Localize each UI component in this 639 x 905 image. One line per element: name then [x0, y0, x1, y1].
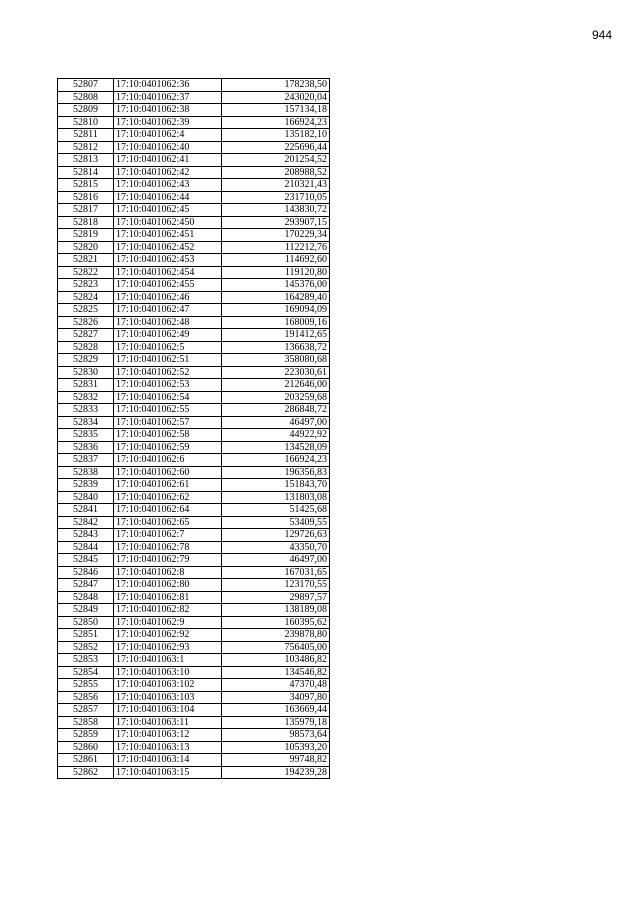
table-row	[58, 591, 330, 604]
value-cell: 135182,10	[222, 129, 330, 142]
row-number-cell: 52857	[58, 704, 114, 717]
cadastral-number-cell: 17:10:0401062:451	[114, 229, 222, 242]
table-row	[58, 279, 330, 292]
cadastral-number-cell: 17:10:0401062:93	[114, 641, 222, 654]
value-cell: 136638,72	[222, 341, 330, 354]
value-cell: 163669,44	[222, 704, 330, 717]
cadastral-number-cell: 17:10:0401062:49	[114, 329, 222, 342]
value-cell: 119120,80	[222, 266, 330, 279]
cadastral-number-cell: 17:10:0401062:64	[114, 504, 222, 517]
table-row	[58, 479, 330, 492]
row-number-cell: 52831	[58, 379, 114, 392]
row-number-cell: 52833	[58, 404, 114, 417]
row-number-cell: 52832	[58, 391, 114, 404]
table-row	[58, 79, 330, 92]
table-row	[58, 466, 330, 479]
cadastral-number-cell: 17:10:0401063:13	[114, 741, 222, 754]
cadastral-number-cell: 17:10:0401063:12	[114, 729, 222, 742]
row-number-cell: 52834	[58, 416, 114, 429]
table-row	[58, 154, 330, 167]
row-number-cell: 52848	[58, 591, 114, 604]
table-row	[58, 204, 330, 217]
value-cell: 196356,83	[222, 466, 330, 479]
row-number-cell: 52858	[58, 716, 114, 729]
cadastral-number-cell: 17:10:0401062:45	[114, 204, 222, 217]
value-cell: 143830,72	[222, 204, 330, 217]
row-number-cell: 52859	[58, 729, 114, 742]
table-row	[58, 441, 330, 454]
table-body	[58, 79, 330, 779]
table-row	[58, 391, 330, 404]
table-row	[58, 554, 330, 567]
value-cell: 135979,18	[222, 716, 330, 729]
value-cell: 47370,48	[222, 679, 330, 692]
row-number-cell: 52838	[58, 466, 114, 479]
row-number-cell: 52827	[58, 329, 114, 342]
table-row	[58, 491, 330, 504]
cadastral-number-cell: 17:10:0401062:51	[114, 354, 222, 367]
cadastral-number-cell: 17:10:0401063:14	[114, 754, 222, 767]
cadastral-number-cell: 17:10:0401062:454	[114, 266, 222, 279]
row-number-cell: 52818	[58, 216, 114, 229]
row-number-cell: 52861	[58, 754, 114, 767]
cadastral-number-cell: 17:10:0401062:39	[114, 116, 222, 129]
value-cell: 167031,65	[222, 566, 330, 579]
value-cell: 134528,09	[222, 441, 330, 454]
cadastral-number-cell: 17:10:0401062:43	[114, 179, 222, 192]
table-row	[58, 504, 330, 517]
value-cell: 44922,92	[222, 429, 330, 442]
table-row	[58, 266, 330, 279]
cadastral-number-cell: 17:10:0401062:61	[114, 479, 222, 492]
value-cell: 194239,28	[222, 766, 330, 779]
row-number-cell: 52852	[58, 641, 114, 654]
table-row	[58, 104, 330, 117]
value-cell: 231710,05	[222, 191, 330, 204]
table-row	[58, 316, 330, 329]
table-row	[58, 141, 330, 154]
cadastral-number-cell: 17:10:0401062:80	[114, 579, 222, 592]
cadastral-number-cell: 17:10:0401062:81	[114, 591, 222, 604]
row-number-cell: 52817	[58, 204, 114, 217]
value-cell: 169094,09	[222, 304, 330, 317]
row-number-cell: 52840	[58, 491, 114, 504]
row-number-cell: 52841	[58, 504, 114, 517]
row-number-cell: 52821	[58, 254, 114, 267]
cadastral-number-cell: 17:10:0401062:6	[114, 454, 222, 467]
table-row	[58, 291, 330, 304]
value-cell: 138189,08	[222, 604, 330, 617]
value-cell: 34097,80	[222, 691, 330, 704]
row-number-cell: 52820	[58, 241, 114, 254]
table-row	[58, 691, 330, 704]
table-row	[58, 541, 330, 554]
table-row	[58, 754, 330, 767]
row-number-cell: 52813	[58, 154, 114, 167]
row-number-cell: 52824	[58, 291, 114, 304]
row-number-cell: 52853	[58, 654, 114, 667]
cadastral-number-cell: 17:10:0401063:11	[114, 716, 222, 729]
cadastral-number-cell: 17:10:0401062:9	[114, 616, 222, 629]
value-cell: 29897,57	[222, 591, 330, 604]
table-row	[58, 741, 330, 754]
table-row	[58, 666, 330, 679]
table-row	[58, 529, 330, 542]
table-row	[58, 341, 330, 354]
row-number-cell: 52835	[58, 429, 114, 442]
table-row	[58, 166, 330, 179]
table-row	[58, 229, 330, 242]
value-cell: 114692,60	[222, 254, 330, 267]
value-cell: 201254,52	[222, 154, 330, 167]
value-cell: 166924,23	[222, 116, 330, 129]
row-number-cell: 52847	[58, 579, 114, 592]
value-cell: 123170,55	[222, 579, 330, 592]
table-row	[58, 116, 330, 129]
row-number-cell: 52811	[58, 129, 114, 142]
cadastral-number-cell: 17:10:0401062:36	[114, 79, 222, 92]
value-cell: 46497,00	[222, 554, 330, 567]
row-number-cell: 52822	[58, 266, 114, 279]
cadastral-number-cell: 17:10:0401062:38	[114, 104, 222, 117]
cadastral-number-cell: 17:10:0401062:60	[114, 466, 222, 479]
table-row	[58, 454, 330, 467]
value-cell: 358080,68	[222, 354, 330, 367]
value-cell: 178238,50	[222, 79, 330, 92]
cadastral-number-cell: 17:10:0401062:65	[114, 516, 222, 529]
cadastral-number-cell: 17:10:0401062:53	[114, 379, 222, 392]
table-row	[58, 91, 330, 104]
value-cell: 168009,16	[222, 316, 330, 329]
row-number-cell: 52846	[58, 566, 114, 579]
cadastral-number-cell: 17:10:0401062:40	[114, 141, 222, 154]
cadastral-number-cell: 17:10:0401062:52	[114, 366, 222, 379]
row-number-cell: 52807	[58, 79, 114, 92]
value-cell: 157134,18	[222, 104, 330, 117]
table-row	[58, 379, 330, 392]
cadastral-number-cell: 17:10:0401062:58	[114, 429, 222, 442]
row-number-cell: 52837	[58, 454, 114, 467]
value-cell: 210321,43	[222, 179, 330, 192]
table-row	[58, 191, 330, 204]
value-cell: 293907,15	[222, 216, 330, 229]
value-cell: 160395,62	[222, 616, 330, 629]
cadastral-number-cell: 17:10:0401062:455	[114, 279, 222, 292]
table-row	[58, 604, 330, 617]
cadastral-number-cell: 17:10:0401062:47	[114, 304, 222, 317]
value-cell: 243020,04	[222, 91, 330, 104]
value-cell: 208988,52	[222, 166, 330, 179]
cadastral-number-cell: 17:10:0401062:79	[114, 554, 222, 567]
cadastral-number-cell: 17:10:0401063:15	[114, 766, 222, 779]
cadastral-number-cell: 17:10:0401062:48	[114, 316, 222, 329]
cadastral-number-cell: 17:10:0401063:104	[114, 704, 222, 717]
cadastral-value-table	[57, 78, 330, 779]
table-row	[58, 366, 330, 379]
value-cell: 134546,82	[222, 666, 330, 679]
row-number-cell: 52862	[58, 766, 114, 779]
cadastral-number-cell: 17:10:0401062:78	[114, 541, 222, 554]
cadastral-number-cell: 17:10:0401062:42	[114, 166, 222, 179]
row-number-cell: 52851	[58, 629, 114, 642]
value-cell: 53409,55	[222, 516, 330, 529]
row-number-cell: 52842	[58, 516, 114, 529]
cadastral-number-cell: 17:10:0401062:7	[114, 529, 222, 542]
cadastral-number-cell: 17:10:0401062:450	[114, 216, 222, 229]
value-cell: 98573,64	[222, 729, 330, 742]
value-cell: 43350,70	[222, 541, 330, 554]
table-row	[58, 716, 330, 729]
table-row	[58, 704, 330, 717]
value-cell: 286848,72	[222, 404, 330, 417]
cadastral-number-cell: 17:10:0401062:37	[114, 91, 222, 104]
value-cell: 46497,00	[222, 416, 330, 429]
value-cell: 99748,82	[222, 754, 330, 767]
row-number-cell: 52809	[58, 104, 114, 117]
table-row	[58, 729, 330, 742]
cadastral-number-cell: 17:10:0401062:54	[114, 391, 222, 404]
cadastral-number-cell: 17:10:0401062:59	[114, 441, 222, 454]
table-row	[58, 629, 330, 642]
row-number-cell: 52850	[58, 616, 114, 629]
row-number-cell: 52808	[58, 91, 114, 104]
cadastral-number-cell: 17:10:0401063:1	[114, 654, 222, 667]
row-number-cell: 52825	[58, 304, 114, 317]
table-row	[58, 766, 330, 779]
value-cell: 212646,00	[222, 379, 330, 392]
cadastral-number-cell: 17:10:0401062:4	[114, 129, 222, 142]
row-number-cell: 52814	[58, 166, 114, 179]
table-row	[58, 616, 330, 629]
value-cell: 223030,61	[222, 366, 330, 379]
table-row	[58, 216, 330, 229]
value-cell: 225696,44	[222, 141, 330, 154]
table-row	[58, 129, 330, 142]
row-number-cell: 52826	[58, 316, 114, 329]
cadastral-number-cell: 17:10:0401062:46	[114, 291, 222, 304]
table-row	[58, 329, 330, 342]
row-number-cell: 52815	[58, 179, 114, 192]
table-row	[58, 354, 330, 367]
cadastral-number-cell: 17:10:0401063:103	[114, 691, 222, 704]
table-row	[58, 304, 330, 317]
row-number-cell: 52836	[58, 441, 114, 454]
table-row	[58, 516, 330, 529]
table-row	[58, 579, 330, 592]
table-row	[58, 641, 330, 654]
cadastral-number-cell: 17:10:0401062:452	[114, 241, 222, 254]
row-number-cell: 52816	[58, 191, 114, 204]
value-cell: 756405,00	[222, 641, 330, 654]
value-cell: 129726,63	[222, 529, 330, 542]
cadastral-number-cell: 17:10:0401062:57	[114, 416, 222, 429]
cadastral-number-cell: 17:10:0401062:8	[114, 566, 222, 579]
value-cell: 105393,20	[222, 741, 330, 754]
table-row	[58, 416, 330, 429]
cadastral-number-cell: 17:10:0401062:92	[114, 629, 222, 642]
value-cell: 151843,70	[222, 479, 330, 492]
value-cell: 239878,80	[222, 629, 330, 642]
table-row	[58, 679, 330, 692]
row-number-cell: 52839	[58, 479, 114, 492]
value-cell: 145376,00	[222, 279, 330, 292]
row-number-cell: 52843	[58, 529, 114, 542]
table-row	[58, 654, 330, 667]
row-number-cell: 52828	[58, 341, 114, 354]
cadastral-number-cell: 17:10:0401062:82	[114, 604, 222, 617]
row-number-cell: 52855	[58, 679, 114, 692]
cadastral-number-cell: 17:10:0401062:41	[114, 154, 222, 167]
row-number-cell: 52819	[58, 229, 114, 242]
row-number-cell: 52823	[58, 279, 114, 292]
value-cell: 166924,23	[222, 454, 330, 467]
value-cell: 170229,34	[222, 229, 330, 242]
cadastral-number-cell: 17:10:0401062:44	[114, 191, 222, 204]
row-number-cell: 52829	[58, 354, 114, 367]
cadastral-number-cell: 17:10:0401062:5	[114, 341, 222, 354]
cadastral-number-cell: 17:10:0401062:453	[114, 254, 222, 267]
row-number-cell: 52830	[58, 366, 114, 379]
row-number-cell: 52812	[58, 141, 114, 154]
value-cell: 164289,40	[222, 291, 330, 304]
cadastral-number-cell: 17:10:0401063:102	[114, 679, 222, 692]
row-number-cell: 52845	[58, 554, 114, 567]
row-number-cell: 52849	[58, 604, 114, 617]
value-cell: 131803,08	[222, 491, 330, 504]
row-number-cell: 52856	[58, 691, 114, 704]
value-cell: 51425,68	[222, 504, 330, 517]
table-row	[58, 241, 330, 254]
row-number-cell: 52810	[58, 116, 114, 129]
row-number-cell: 52854	[58, 666, 114, 679]
value-cell: 112212,76	[222, 241, 330, 254]
table-row	[58, 254, 330, 267]
value-cell: 103486,82	[222, 654, 330, 667]
table-row	[58, 179, 330, 192]
value-cell: 191412,65	[222, 329, 330, 342]
table-row	[58, 404, 330, 417]
table-row	[58, 566, 330, 579]
page-number: 944	[592, 28, 613, 42]
cadastral-number-cell: 17:10:0401063:10	[114, 666, 222, 679]
row-number-cell: 52860	[58, 741, 114, 754]
value-cell: 203259,68	[222, 391, 330, 404]
cadastral-number-cell: 17:10:0401062:55	[114, 404, 222, 417]
cadastral-number-cell: 17:10:0401062:62	[114, 491, 222, 504]
table-row	[58, 429, 330, 442]
row-number-cell: 52844	[58, 541, 114, 554]
